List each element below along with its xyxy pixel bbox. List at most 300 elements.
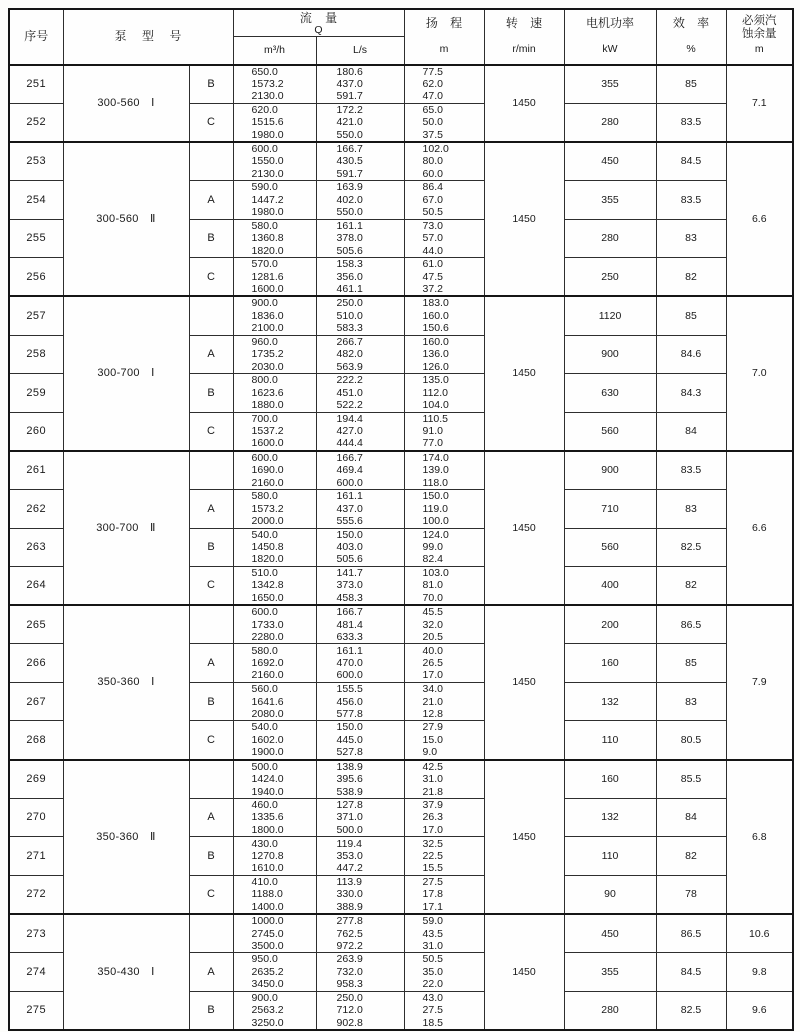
head-value: 160.0	[422, 309, 449, 322]
head-value: 37.9	[422, 799, 443, 812]
ls-cell	[316, 296, 404, 335]
m3h-value: 1820.0	[251, 244, 284, 257]
m3h-value: 1690.0	[251, 464, 284, 477]
ls-value: 150.0	[336, 721, 363, 734]
variant-cell: A	[189, 798, 233, 837]
ls-value: 482.0	[336, 348, 363, 361]
efficiency-cell: 82	[656, 837, 726, 876]
ls-cell	[316, 335, 404, 374]
ls-value: 550.0	[336, 128, 363, 141]
m3h-cell	[233, 798, 316, 837]
head-value: 15.0	[422, 733, 443, 746]
head-value: 150.0	[422, 490, 449, 503]
ls-value: 158.3	[336, 258, 363, 271]
head-cell	[404, 142, 484, 181]
m3h-value: 900.0	[251, 991, 278, 1004]
m3h-cell	[233, 721, 316, 760]
power-cell: 450	[564, 914, 656, 953]
power-cell: 110	[564, 721, 656, 760]
variant-cell: A	[189, 490, 233, 529]
m3h-cell	[233, 258, 316, 297]
col-header-head	[404, 9, 484, 65]
head-value: 15.5	[422, 862, 443, 875]
ls-value: 444.4	[336, 437, 363, 450]
head-value: 17.0	[422, 823, 443, 836]
head-value: 100.0	[422, 514, 449, 527]
head-cell	[404, 490, 484, 529]
speed-cell: 1450	[484, 142, 564, 296]
efficiency-cell: 82	[656, 567, 726, 606]
m3h-value: 1800.0	[251, 823, 284, 836]
ls-value: 445.0	[336, 733, 363, 746]
head-value: 9.0	[422, 746, 438, 759]
variant-cell	[189, 142, 233, 181]
efficiency-unit: %	[686, 42, 696, 55]
ls-value: 166.7	[336, 606, 363, 619]
efficiency-cell: 85	[656, 644, 726, 683]
ls-value: 469.4	[336, 464, 363, 477]
m3h-value: 1447.2	[251, 193, 284, 206]
head-value: 65.0	[422, 103, 443, 116]
m3h-value: 2030.0	[251, 360, 284, 373]
head-value: 20.5	[422, 631, 443, 644]
ls-value: 451.0	[336, 386, 363, 399]
ls-value: 600.0	[336, 669, 363, 682]
head-value: 104.0	[422, 399, 449, 412]
head-value: 37.5	[422, 128, 443, 141]
ls-value: 250.0	[336, 297, 363, 310]
ls-value: 266.7	[336, 335, 363, 348]
ls-value: 141.7	[336, 567, 363, 580]
head-cell	[404, 798, 484, 837]
m3h-value: 2000.0	[251, 514, 284, 527]
head-value: 82.4	[422, 553, 443, 566]
head-value: 126.0	[422, 360, 449, 373]
head-value: 27.9	[422, 721, 443, 734]
flow-label: 流 量	[299, 11, 338, 25]
m3h-value: 1550.0	[251, 155, 284, 168]
efficiency-cell: 84	[656, 798, 726, 837]
ls-value: 902.8	[336, 1016, 363, 1029]
head-value: 136.0	[422, 348, 449, 361]
m3h-value: 1424.0	[251, 773, 284, 786]
npsh-cell: 9.8	[726, 953, 793, 992]
m3h-value: 1600.0	[251, 282, 284, 295]
pump-spec-table	[8, 8, 794, 1031]
head-label: 扬 程	[425, 15, 463, 30]
variant-cell	[189, 451, 233, 490]
ls-cell	[316, 953, 404, 992]
ls-value: 356.0	[336, 270, 363, 283]
ls-value: 263.9	[336, 953, 363, 966]
head-value: 50.0	[422, 116, 443, 129]
ls-cell	[316, 219, 404, 258]
ls-cell	[316, 258, 404, 297]
head-value: 37.2	[422, 282, 443, 295]
m3h-value: 900.0	[251, 297, 278, 310]
m3h-value: 580.0	[251, 644, 278, 657]
ls-value: 522.2	[336, 399, 363, 412]
m3h-value: 1000.0	[251, 915, 284, 928]
m3h-value: 540.0	[251, 721, 278, 734]
head-cell	[404, 914, 484, 953]
npsh-label-line1: 必须汽	[742, 14, 777, 27]
variant-cell: B	[189, 837, 233, 876]
efficiency-cell: 84.5	[656, 953, 726, 992]
ls-cell	[316, 837, 404, 876]
ls-cell	[316, 605, 404, 644]
head-cell	[404, 760, 484, 799]
variant-cell: B	[189, 374, 233, 413]
head-value: 47.5	[422, 270, 443, 283]
head-value: 35.0	[422, 965, 443, 978]
npsh-cell: 6.8	[726, 760, 793, 914]
m3h-value: 2160.0	[251, 476, 284, 489]
m3h-cell	[233, 605, 316, 644]
ls-value: 427.0	[336, 425, 363, 437]
m3h-value: 2100.0	[251, 322, 284, 335]
speed-unit: r/min	[512, 42, 536, 55]
ls-value: 222.2	[336, 374, 363, 387]
npsh-cell: 7.1	[726, 65, 793, 142]
serial-cell: 262	[9, 490, 63, 529]
ls-value: 577.8	[336, 707, 363, 720]
ls-value: 166.7	[336, 142, 363, 155]
ls-value: 277.8	[336, 915, 363, 928]
pump-model-cell: 300-560 Ⅰ	[63, 65, 189, 142]
ls-cell	[316, 142, 404, 181]
power-cell: 160	[564, 644, 656, 683]
ls-value: 163.9	[336, 181, 363, 194]
m3h-value: 2280.0	[251, 631, 284, 644]
head-value: 110.5	[422, 412, 449, 425]
head-cell	[404, 103, 484, 142]
speed-cell: 1450	[484, 914, 564, 1030]
m3h-cell	[233, 412, 316, 451]
head-cell	[404, 682, 484, 721]
efficiency-cell: 82.5	[656, 991, 726, 1030]
ls-value: 388.9	[336, 900, 363, 913]
ls-cell	[316, 914, 404, 953]
m3h-value: 1600.0	[251, 437, 284, 450]
head-value: 150.6	[422, 322, 449, 335]
ls-cell	[316, 490, 404, 529]
power-cell: 110	[564, 837, 656, 876]
head-value: 17.8	[422, 888, 443, 901]
pump-model-cell: 300-700 Ⅱ	[63, 451, 189, 605]
head-value: 57.0	[422, 232, 443, 245]
npsh-cell: 9.6	[726, 991, 793, 1030]
m3h-value: 410.0	[251, 875, 278, 888]
ls-value: 958.3	[336, 978, 363, 991]
ls-value: 437.0	[336, 502, 363, 515]
serial-cell: 275	[9, 991, 63, 1030]
m3h-value: 2160.0	[251, 669, 284, 682]
efficiency-cell: 78	[656, 875, 726, 914]
ls-value: 712.0	[336, 1004, 363, 1017]
serial-cell: 268	[9, 721, 63, 760]
efficiency-cell: 83.5	[656, 451, 726, 490]
head-value: 17.0	[422, 669, 443, 682]
head-value: 135.0	[422, 374, 449, 387]
efficiency-cell: 86.5	[656, 914, 726, 953]
m3h-value: 960.0	[251, 335, 278, 348]
ls-value: 166.7	[336, 451, 363, 464]
efficiency-cell: 85.5	[656, 760, 726, 799]
m3h-value: 1602.0	[251, 733, 284, 746]
head-value: 32.0	[422, 618, 443, 631]
head-value: 31.0	[422, 773, 443, 786]
ls-value: 127.8	[336, 799, 363, 812]
npsh-cell: 7.9	[726, 605, 793, 759]
serial-cell: 263	[9, 528, 63, 567]
head-value: 81.0	[422, 579, 443, 592]
m3h-value: 1980.0	[251, 128, 284, 141]
head-cell	[404, 528, 484, 567]
variant-cell: C	[189, 258, 233, 297]
ls-value: 194.4	[336, 412, 363, 425]
m3h-value: 430.0	[251, 837, 278, 850]
head-value: 62.0	[422, 77, 443, 90]
m3h-value: 2635.2	[251, 965, 284, 978]
m3h-cell	[233, 65, 316, 104]
ls-value: 119.4	[336, 837, 363, 850]
variant-cell	[189, 605, 233, 644]
m3h-cell	[233, 644, 316, 683]
m3h-value: 570.0	[251, 258, 278, 271]
ls-cell	[316, 374, 404, 413]
ls-value: 447.2	[336, 862, 363, 875]
power-cell: 160	[564, 760, 656, 799]
serial-cell: 272	[9, 875, 63, 914]
serial-cell: 253	[9, 142, 63, 181]
ls-value: 538.9	[336, 785, 363, 798]
m3h-cell	[233, 567, 316, 606]
col-header-speed	[484, 9, 564, 65]
ls-cell	[316, 875, 404, 914]
head-value: 77.0	[422, 437, 443, 450]
ls-value: 172.2	[336, 103, 363, 116]
m3h-value: 620.0	[251, 103, 278, 116]
efficiency-cell: 84.5	[656, 142, 726, 181]
m3h-value: 700.0	[251, 412, 278, 425]
m3h-cell	[233, 682, 316, 721]
m3h-value: 1900.0	[251, 746, 284, 759]
m3h-cell	[233, 760, 316, 799]
variant-cell: C	[189, 567, 233, 606]
spec-row-269	[9, 760, 793, 799]
head-value: 61.0	[422, 258, 443, 271]
variant-cell: B	[189, 991, 233, 1030]
ls-value: 421.0	[336, 116, 363, 129]
m3h-cell	[233, 914, 316, 953]
variant-cell: B	[189, 528, 233, 567]
head-value: 77.5	[422, 65, 443, 78]
npsh-unit: m	[754, 42, 764, 55]
head-value: 67.0	[422, 193, 443, 206]
variant-cell: C	[189, 875, 233, 914]
head-cell	[404, 721, 484, 760]
m3h-value: 1836.0	[251, 309, 284, 322]
ls-cell	[316, 181, 404, 220]
ls-value: 250.0	[336, 991, 363, 1004]
m3h-value: 1880.0	[251, 399, 284, 412]
variant-cell: C	[189, 721, 233, 760]
ls-value: 113.9	[336, 875, 363, 888]
m3h-value: 600.0	[251, 606, 278, 619]
power-unit: kW	[602, 42, 618, 55]
m3h-cell	[233, 451, 316, 490]
m3h-value: 1735.2	[251, 348, 284, 361]
ls-value: 138.9	[336, 760, 363, 773]
m3h-cell	[233, 103, 316, 142]
ls-value: 456.0	[336, 695, 363, 708]
head-value: 26.5	[422, 657, 443, 670]
variant-cell: A	[189, 335, 233, 374]
head-value: 42.5	[422, 760, 443, 773]
head-value: 91.0	[422, 425, 443, 437]
head-value: 47.0	[422, 90, 443, 103]
ls-value: 437.0	[336, 77, 363, 90]
efficiency-cell: 83.5	[656, 103, 726, 142]
head-cell	[404, 296, 484, 335]
head-cell	[404, 412, 484, 451]
speed-cell: 1450	[484, 451, 564, 605]
head-unit: m	[439, 42, 449, 55]
power-label: 电机功率	[586, 15, 635, 30]
head-value: 118.0	[422, 476, 449, 489]
m3h-cell	[233, 296, 316, 335]
head-cell	[404, 65, 484, 104]
m3h-value: 580.0	[251, 219, 278, 232]
npsh-cell: 6.6	[726, 142, 793, 296]
ls-value: 762.5	[336, 927, 363, 940]
m3h-value: 2130.0	[251, 167, 284, 180]
serial-cell: 270	[9, 798, 63, 837]
ls-cell	[316, 103, 404, 142]
serial-cell: 255	[9, 219, 63, 258]
ls-value: 600.0	[336, 476, 363, 489]
variant-cell: C	[189, 412, 233, 451]
ls-value: 510.0	[336, 309, 363, 322]
efficiency-cell: 86.5	[656, 605, 726, 644]
head-value: 22.0	[422, 978, 443, 991]
m3h-value: 1450.8	[251, 541, 284, 554]
power-cell: 280	[564, 103, 656, 142]
head-value: 73.0	[422, 219, 443, 232]
efficiency-cell: 82	[656, 258, 726, 297]
power-cell: 250	[564, 258, 656, 297]
npsh-cell: 10.6	[726, 914, 793, 953]
ls-value: 353.0	[336, 849, 363, 862]
head-value: 160.0	[422, 335, 449, 348]
m3h-value: 2130.0	[251, 90, 284, 103]
ls-value: 330.0	[336, 888, 363, 901]
head-value: 34.0	[422, 683, 443, 696]
head-value: 40.0	[422, 644, 443, 657]
head-cell	[404, 219, 484, 258]
power-cell: 450	[564, 142, 656, 181]
head-value: 50.5	[422, 953, 443, 966]
m3h-value: 800.0	[251, 374, 278, 387]
ls-cell	[316, 644, 404, 683]
serial-cell: 257	[9, 296, 63, 335]
m3h-cell	[233, 142, 316, 181]
ls-value: 481.4	[336, 618, 363, 631]
head-value: 22.5	[422, 849, 443, 862]
efficiency-cell: 84	[656, 412, 726, 451]
m3h-value: 540.0	[251, 528, 278, 541]
head-cell	[404, 837, 484, 876]
serial-cell: 266	[9, 644, 63, 683]
serial-cell: 267	[9, 682, 63, 721]
efficiency-cell: 84.6	[656, 335, 726, 374]
power-cell: 280	[564, 991, 656, 1030]
col-header-ls: L/s	[316, 37, 404, 65]
ls-value: 972.2	[336, 939, 363, 952]
power-cell: 900	[564, 335, 656, 374]
ls-value: 155.5	[336, 683, 363, 696]
m3h-value: 950.0	[251, 953, 278, 966]
efficiency-cell: 85	[656, 296, 726, 335]
m3h-value: 510.0	[251, 567, 278, 580]
head-cell	[404, 451, 484, 490]
m3h-value: 1940.0	[251, 785, 284, 798]
head-cell	[404, 374, 484, 413]
m3h-value: 1335.6	[251, 811, 284, 824]
m3h-cell	[233, 837, 316, 876]
ls-value: 583.3	[336, 322, 363, 335]
ls-value: 373.0	[336, 579, 363, 592]
serial-cell: 254	[9, 181, 63, 220]
pump-model-cell: 350-360 Ⅰ	[63, 605, 189, 759]
m3h-value: 1733.0	[251, 618, 284, 631]
ls-value: 161.1	[336, 219, 363, 232]
variant-cell: A	[189, 181, 233, 220]
m3h-value: 1650.0	[251, 591, 284, 604]
m3h-value: 1281.6	[251, 270, 284, 283]
m3h-value: 650.0	[251, 65, 278, 78]
col-header-power	[564, 9, 656, 65]
m3h-cell	[233, 953, 316, 992]
col-header-flow	[233, 9, 404, 37]
head-value: 45.5	[422, 606, 443, 619]
m3h-value: 560.0	[251, 683, 278, 696]
head-value: 80.0	[422, 155, 443, 168]
ls-value: 395.6	[336, 773, 363, 786]
m3h-cell	[233, 528, 316, 567]
m3h-value: 1360.8	[251, 232, 284, 245]
head-cell	[404, 644, 484, 683]
m3h-value: 1623.6	[251, 386, 284, 399]
efficiency-cell: 84.3	[656, 374, 726, 413]
serial-cell: 256	[9, 258, 63, 297]
variant-cell: B	[189, 682, 233, 721]
m3h-cell	[233, 374, 316, 413]
ls-value: 150.0	[336, 528, 363, 541]
ls-value: 500.0	[336, 823, 363, 836]
m3h-value: 460.0	[251, 799, 278, 812]
ls-value: 461.1	[336, 282, 363, 295]
speed-cell: 1450	[484, 760, 564, 914]
power-cell: 400	[564, 567, 656, 606]
head-value: 139.0	[422, 464, 449, 477]
m3h-cell	[233, 181, 316, 220]
head-value: 43.0	[422, 991, 443, 1004]
efficiency-cell: 83	[656, 682, 726, 721]
efficiency-cell: 80.5	[656, 721, 726, 760]
spec-row-261	[9, 451, 793, 490]
